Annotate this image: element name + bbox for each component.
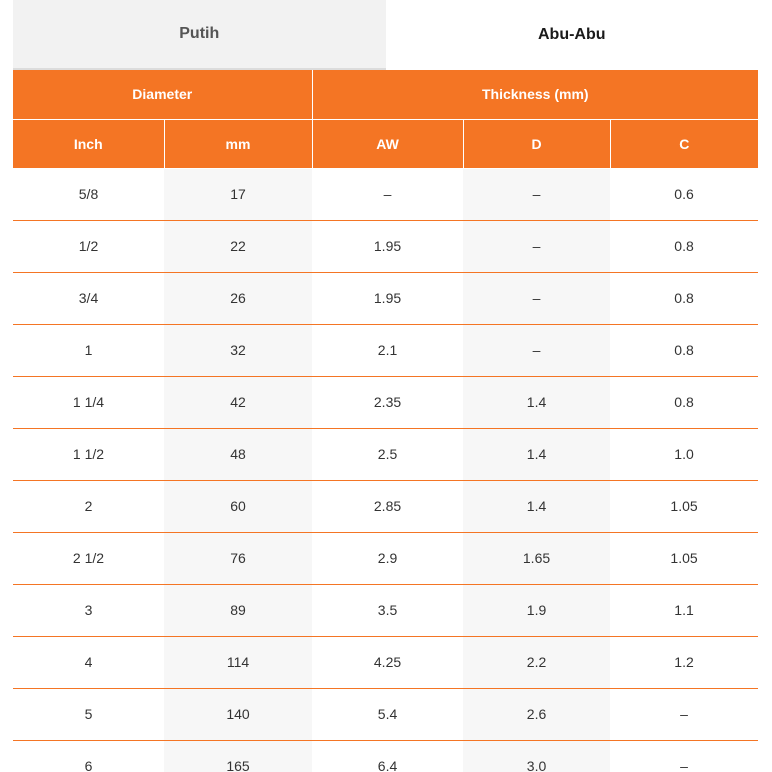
cell-c: – — [610, 740, 758, 772]
column-header-inch: Inch — [13, 119, 164, 168]
table-row — [13, 168, 758, 220]
cell-aw: 2.9 — [312, 532, 463, 584]
cell-c: 0.8 — [610, 324, 758, 376]
column-header-aw: AW — [312, 119, 463, 168]
column-header-mm: mm — [164, 119, 312, 168]
color-tabs — [13, 0, 758, 70]
cell-aw: 1.95 — [312, 272, 463, 324]
cell-aw: 4.25 — [312, 636, 463, 688]
cell-inch: 2 — [13, 480, 164, 532]
cell-d: 1.9 — [463, 584, 610, 636]
cell-mm: 48 — [164, 428, 312, 480]
cell-aw: 3.5 — [312, 584, 463, 636]
cell-mm: 60 — [164, 480, 312, 532]
cell-inch: 1 1/4 — [13, 376, 164, 428]
table-body — [13, 168, 758, 772]
table-row — [13, 428, 758, 480]
group-header-row — [13, 70, 758, 119]
cell-mm: 17 — [164, 168, 312, 220]
tab-abu-abu[interactable]: Abu-Abu — [386, 0, 759, 70]
table-row — [13, 376, 758, 428]
cell-inch: 5 — [13, 688, 164, 740]
diameter-group-header: Diameter — [13, 70, 312, 119]
cell-d: – — [463, 272, 610, 324]
cell-aw: 2.35 — [312, 376, 463, 428]
cell-inch: 1 1/2 — [13, 428, 164, 480]
table-row — [13, 688, 758, 740]
column-header-d: D — [463, 119, 610, 168]
cell-d: – — [463, 168, 610, 220]
cell-mm: 26 — [164, 272, 312, 324]
cell-d: – — [463, 220, 610, 272]
cell-inch: 2 1/2 — [13, 532, 164, 584]
cell-mm: 22 — [164, 220, 312, 272]
thickness-group-header: Thickness (mm) — [312, 70, 758, 119]
cell-mm: 42 — [164, 376, 312, 428]
cell-inch: 5/8 — [13, 168, 164, 220]
cell-d: 1.4 — [463, 376, 610, 428]
table-row — [13, 532, 758, 584]
cell-inch: 6 — [13, 740, 164, 772]
cell-aw: – — [312, 168, 463, 220]
tab-putih[interactable]: Putih — [13, 0, 386, 70]
cell-aw: 6.4 — [312, 740, 463, 772]
column-header-c: C — [610, 119, 758, 168]
cell-inch: 4 — [13, 636, 164, 688]
cell-d: 1.65 — [463, 532, 610, 584]
cell-c: 1.1 — [610, 584, 758, 636]
table-row — [13, 324, 758, 376]
cell-c: 0.8 — [610, 376, 758, 428]
cell-mm: 32 — [164, 324, 312, 376]
cell-d: 2.2 — [463, 636, 610, 688]
table-row — [13, 584, 758, 636]
cell-mm: 140 — [164, 688, 312, 740]
cell-aw: 2.1 — [312, 324, 463, 376]
cell-d: – — [463, 324, 610, 376]
cell-aw: 2.85 — [312, 480, 463, 532]
cell-c: 0.6 — [610, 168, 758, 220]
cell-inch: 3 — [13, 584, 164, 636]
cell-mm: 76 — [164, 532, 312, 584]
cell-inch: 1 — [13, 324, 164, 376]
cell-c: 1.05 — [610, 532, 758, 584]
cell-c: 0.8 — [610, 220, 758, 272]
cell-c: 1.05 — [610, 480, 758, 532]
cell-d: 3.0 — [463, 740, 610, 772]
cell-d: 1.4 — [463, 428, 610, 480]
cell-d: 1.4 — [463, 480, 610, 532]
cell-mm: 165 — [164, 740, 312, 772]
table-row — [13, 480, 758, 532]
cell-aw: 2.5 — [312, 428, 463, 480]
table-row — [13, 740, 758, 772]
cell-mm: 114 — [164, 636, 312, 688]
table-row — [13, 220, 758, 272]
cell-mm: 89 — [164, 584, 312, 636]
column-header-row — [13, 119, 758, 168]
table-row — [13, 272, 758, 324]
cell-inch: 3/4 — [13, 272, 164, 324]
table-row — [13, 636, 758, 688]
cell-d: 2.6 — [463, 688, 610, 740]
cell-inch: 1/2 — [13, 220, 164, 272]
specification-table — [13, 70, 758, 772]
cell-c: 0.8 — [610, 272, 758, 324]
cell-c: – — [610, 688, 758, 740]
cell-c: 1.2 — [610, 636, 758, 688]
cell-aw: 5.4 — [312, 688, 463, 740]
cell-c: 1.0 — [610, 428, 758, 480]
cell-aw: 1.95 — [312, 220, 463, 272]
